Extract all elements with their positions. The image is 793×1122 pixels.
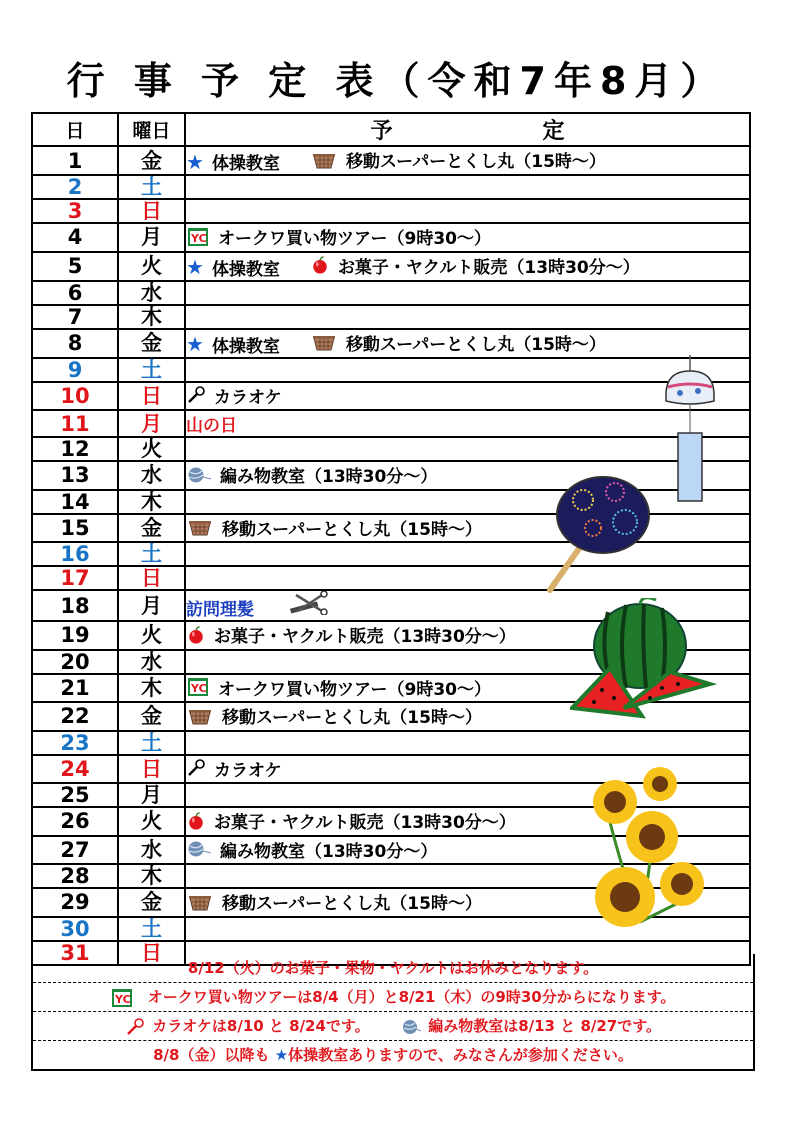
event-cell (185, 382, 750, 411)
microphone-icon (125, 1018, 145, 1036)
event-cell (185, 437, 750, 461)
event-label: 移動スーパーとくし丸（15時～） (222, 708, 482, 728)
basket-icon (186, 518, 214, 536)
day-number: 4 (32, 223, 118, 252)
weekday: 金 (118, 514, 185, 543)
day-row (32, 305, 750, 329)
day-row (32, 281, 750, 305)
event-cell (185, 223, 750, 252)
weekday: 水 (118, 836, 185, 865)
weekday: 土 (118, 917, 185, 941)
day-number: 14 (32, 490, 118, 514)
star-icon: ★ (274, 1046, 289, 1064)
day-row (32, 807, 750, 836)
event-cell (185, 783, 750, 807)
weekday: 日 (118, 199, 185, 223)
weekday: 日 (118, 941, 185, 965)
page-title: 行 事 予 定 表（令和7年8月） (66, 59, 727, 103)
note-okuwa-text: オークワ買い物ツアーは8/4（月）と8/21（木）の9時30分からになります。 (147, 988, 676, 1006)
basket-icon (310, 333, 338, 351)
day-row (32, 461, 750, 490)
weekday: 木 (118, 674, 185, 703)
weekday: 金 (118, 702, 185, 731)
weekday: 月 (118, 410, 185, 437)
day-row (32, 358, 750, 382)
basket-icon (310, 151, 338, 169)
note-karaoke-knitting (33, 1012, 753, 1041)
weekday: 金 (118, 146, 185, 175)
yarn-icon (186, 840, 212, 858)
day-number: 23 (32, 731, 118, 755)
event-label: お菓子・ヤクルト販売（13時30分～） (214, 813, 516, 833)
event-cell (185, 329, 750, 358)
weekday: 金 (118, 888, 185, 917)
event-item (310, 147, 606, 172)
event-cell (185, 807, 750, 836)
weekday: 木 (118, 490, 185, 514)
event-cell (185, 305, 750, 329)
event-cell (185, 146, 750, 175)
day-number: 18 (32, 590, 118, 621)
day-number: 15 (32, 514, 118, 543)
day-row (32, 917, 750, 941)
event-item (186, 808, 516, 833)
event-cell (185, 755, 750, 784)
day-number: 9 (32, 358, 118, 382)
scissors-comb-icon (288, 591, 328, 615)
event-item (186, 224, 491, 249)
notes-box (31, 954, 755, 1071)
note-okuwa-tour (33, 983, 753, 1012)
event-label: お菓子・ヤクルト販売（13時30分～） (214, 627, 516, 647)
weekday: 水 (118, 281, 185, 305)
event-cell (185, 917, 750, 941)
event-item (186, 889, 482, 914)
okuwa-logo-icon (186, 678, 210, 696)
event-item (186, 332, 280, 357)
weekday: 木 (118, 864, 185, 888)
weekday: 月 (118, 223, 185, 252)
event-cell (185, 252, 750, 281)
note-snack-holiday: 8/12（火）のお菓子・果物・ヤクルトはお休みとなります。 (33, 954, 753, 983)
basket-icon (186, 707, 214, 725)
day-number: 1 (32, 146, 118, 175)
day-number: 10 (32, 382, 118, 411)
event-label: 編み物教室（13時30分～） (220, 841, 438, 862)
okuwa-logo-icon (186, 228, 210, 246)
event-label: 移動スーパーとくし丸（15時～） (345, 334, 606, 355)
svg-text:YC: YC (191, 682, 207, 695)
day-row (32, 542, 750, 566)
day-number: 5 (32, 252, 118, 281)
day-number: 20 (32, 650, 118, 674)
day-row (32, 702, 750, 731)
event-label: お菓子・ヤクルト販売（13時30分～） (337, 257, 640, 278)
day-row (32, 199, 750, 223)
day-number: 25 (32, 783, 118, 807)
event-cell (185, 590, 750, 621)
day-row (32, 223, 750, 252)
basket-icon (186, 893, 214, 911)
event-cell (185, 281, 750, 305)
event-label: 移動スーパーとくし丸（15時～） (222, 894, 482, 914)
event-item (310, 253, 640, 278)
day-number: 21 (32, 674, 118, 703)
day-row (32, 566, 750, 590)
day-number: 16 (32, 542, 118, 566)
svg-text:YC: YC (115, 992, 132, 1006)
weekday: 月 (118, 590, 185, 621)
event-label: オークワ買い物ツアー（9時30～） (218, 229, 491, 249)
event-cell (185, 888, 750, 917)
day-number: 28 (32, 864, 118, 888)
weekday: 水 (118, 650, 185, 674)
weekday: 日 (118, 755, 185, 784)
event-cell (185, 836, 750, 865)
day-number: 26 (32, 807, 118, 836)
day-number: 6 (32, 281, 118, 305)
event-item (186, 515, 482, 540)
day-number: 8 (32, 329, 118, 358)
apple-icon (186, 812, 206, 830)
weekday: 日 (118, 382, 185, 411)
note-exercise (33, 1041, 753, 1069)
day-number: 27 (32, 836, 118, 865)
event-cell (185, 702, 750, 731)
note-exercise-pre: 8/8（金）以降も (153, 1046, 270, 1064)
day-row (32, 490, 750, 514)
event-item (186, 149, 280, 174)
event-item (186, 255, 280, 280)
event-label: 移動スーパーとくし丸（15時～） (222, 519, 482, 540)
microphone-icon (186, 386, 206, 404)
day-number: 13 (32, 461, 118, 490)
svg-text:YC: YC (191, 231, 207, 245)
microphone-icon (186, 759, 206, 777)
weekday: 火 (118, 621, 185, 650)
note-knitting-text: 編み物教室は8/13 と 8/27です。 (428, 1017, 662, 1035)
day-row (32, 621, 750, 650)
day-number: 17 (32, 566, 118, 590)
event-label: 体操教室 (211, 336, 280, 357)
day-row (32, 783, 750, 807)
weekday: 金 (118, 329, 185, 358)
event-item (186, 595, 254, 620)
day-row (32, 650, 750, 674)
day-number: 2 (32, 175, 118, 199)
day-row (32, 175, 750, 199)
day-row (32, 252, 750, 281)
header-plan: 予定 (185, 113, 750, 146)
event-label: オークワ買い物ツアー（9時30～） (218, 679, 491, 700)
event-cell (185, 731, 750, 755)
event-cell (185, 621, 750, 650)
weekday: 土 (118, 358, 185, 382)
event-cell (185, 674, 750, 703)
event-item (186, 675, 491, 700)
event-item (186, 383, 282, 408)
event-label: カラオケ (214, 387, 282, 408)
day-number: 24 (32, 755, 118, 784)
event-item (310, 330, 606, 355)
day-row (32, 590, 750, 621)
day-row (32, 437, 750, 461)
day-row (32, 888, 750, 917)
weekday: 火 (118, 437, 185, 461)
header-weekday: 曜日 (118, 113, 185, 146)
weekday: 火 (118, 807, 185, 836)
event-cell (185, 566, 750, 590)
apple-icon (310, 256, 330, 274)
weekday: 火 (118, 252, 185, 281)
day-number: 29 (32, 888, 118, 917)
event-item (284, 591, 336, 615)
event-cell (185, 864, 750, 888)
event-cell (185, 358, 750, 382)
event-cell (185, 650, 750, 674)
day-row (32, 410, 750, 437)
star-icon: ★ (186, 255, 204, 279)
day-row (32, 382, 750, 411)
event-label: 訪問理髪 (186, 600, 254, 620)
yarn-icon (186, 466, 212, 484)
day-row (32, 146, 750, 175)
weekday: 木 (118, 305, 185, 329)
table-header-row (32, 113, 750, 146)
day-number: 30 (32, 917, 118, 941)
event-cell (185, 175, 750, 199)
apple-icon (186, 626, 206, 644)
event-cell (185, 514, 750, 543)
day-number: 22 (32, 702, 118, 731)
event-item (186, 756, 282, 781)
event-cell (185, 410, 750, 437)
day-row (32, 755, 750, 784)
star-icon: ★ (186, 149, 204, 174)
event-label: 山の日 (186, 416, 237, 436)
event-label: 体操教室 (211, 154, 280, 174)
event-item (186, 411, 237, 436)
event-cell (185, 461, 750, 490)
event-item (186, 837, 437, 862)
weekday: 土 (118, 731, 185, 755)
schedule-table (31, 112, 751, 966)
weekday: 水 (118, 461, 185, 490)
event-cell (185, 490, 750, 514)
okuwa-logo-icon (110, 989, 134, 1007)
event-label: 体操教室 (211, 259, 280, 280)
day-row (32, 674, 750, 703)
day-row (32, 731, 750, 755)
weekday: 月 (118, 783, 185, 807)
yarn-icon (401, 1018, 421, 1036)
day-number: 11 (32, 410, 118, 437)
day-row (32, 864, 750, 888)
day-row (32, 329, 750, 358)
event-cell (185, 542, 750, 566)
event-label: カラオケ (214, 760, 282, 781)
day-number: 12 (32, 437, 118, 461)
event-label: 移動スーパーとくし丸（15時～） (345, 152, 606, 172)
day-number: 31 (32, 941, 118, 965)
day-row (32, 514, 750, 543)
event-item (186, 703, 482, 728)
weekday: 土 (118, 542, 185, 566)
day-number: 7 (32, 305, 118, 329)
event-item (186, 622, 516, 647)
event-item (186, 462, 437, 487)
day-number: 19 (32, 621, 118, 650)
header-day: 日 (32, 113, 118, 146)
note-exercise-post: 体操教室ありますので、みなさんが参加ください。 (288, 1046, 633, 1064)
note-karaoke-text: カラオケは8/10 と 8/24です。 (152, 1017, 370, 1035)
event-label: 編み物教室（13時30分～） (220, 467, 438, 487)
weekday: 日 (118, 566, 185, 590)
event-cell (185, 199, 750, 223)
weekday: 土 (118, 175, 185, 199)
star-icon: ★ (186, 332, 204, 356)
day-number: 3 (32, 199, 118, 223)
day-row (32, 836, 750, 865)
